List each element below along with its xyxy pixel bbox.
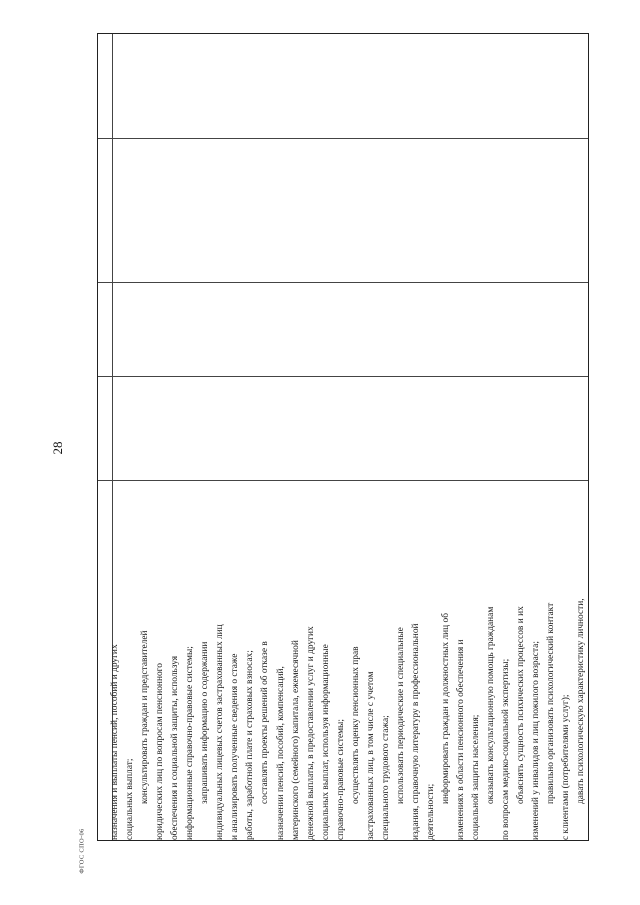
text-line: изменений у инвалидов и лиц пожилого возраста; bbox=[531, 641, 542, 840]
text-line: информационные справочно-правовые системы; bbox=[185, 646, 196, 840]
text-line: юридических лиц по вопросам пенсионного bbox=[155, 663, 166, 840]
table-cell-text bbox=[108, 480, 586, 840]
text-line: информировать граждан и должностных лиц об bbox=[441, 613, 452, 804]
text-line: материнского (семейного) капитала, ежемесячной bbox=[290, 640, 301, 840]
text-line: осуществлять оценку пенсионных прав bbox=[350, 646, 361, 804]
text-line: назначения и выплаты пенсий, пособий и других bbox=[110, 644, 120, 840]
footer-mark: ФГОС СПО-06 bbox=[78, 828, 86, 874]
text-line: справочно-правовые системы; bbox=[335, 719, 346, 840]
text-line: специального трудового стажа; bbox=[380, 715, 391, 840]
text-line: консультировать граждан и представителей bbox=[140, 630, 151, 804]
text-line: давать психологическую характеристику личности, bbox=[576, 598, 587, 804]
text-line: и анализировать полученные сведения о стаже bbox=[230, 653, 241, 840]
text-line: правильно организовать психологический контакт bbox=[546, 602, 557, 804]
text-line: застрахованных лиц, в том числе с учетом bbox=[365, 671, 376, 840]
text-line: обеспечения и социальной защиты, используя bbox=[170, 655, 181, 840]
text-line: работы, заработной плате и страховых взносах; bbox=[245, 650, 256, 840]
text-line: индивидуальных лицевых счетов застрахованных лиц bbox=[215, 624, 226, 840]
text-line: изменениях в области пенсионного обеспечения и bbox=[456, 639, 467, 840]
text-line: оказывать консультационную помощь гражданам bbox=[486, 606, 497, 804]
table-row-rule bbox=[98, 282, 588, 283]
text-line: социальных выплат, используя информационные bbox=[320, 644, 331, 840]
text-line: объяснять сущность психических процессов и их bbox=[516, 606, 527, 804]
table-row-rule bbox=[98, 138, 588, 139]
text-line: денежной выплаты, в предоставлении услуг и других bbox=[305, 626, 316, 840]
text-line: составлять проекты решений об отказе в bbox=[260, 641, 271, 804]
text-line: использовать периодические и специальные bbox=[395, 627, 406, 804]
text-line: издания, справочную литературу в профессиональной bbox=[410, 623, 421, 840]
text-line: деятельности; bbox=[425, 783, 436, 840]
text-line: по вопросам медико-социальной экспертизы; bbox=[501, 658, 512, 840]
page-number: 28 bbox=[50, 441, 65, 455]
text-line: запрашивать информацию о содержании bbox=[200, 641, 211, 804]
text-line: социальной защиты населения; bbox=[471, 714, 482, 840]
table-row-rule bbox=[98, 376, 588, 377]
text-line: с клиентами (потребителями услуг); bbox=[561, 694, 572, 840]
text-line: назначении пенсий, пособий, компенсаций, bbox=[275, 666, 286, 840]
text-line: социальных выплат; bbox=[125, 758, 136, 840]
